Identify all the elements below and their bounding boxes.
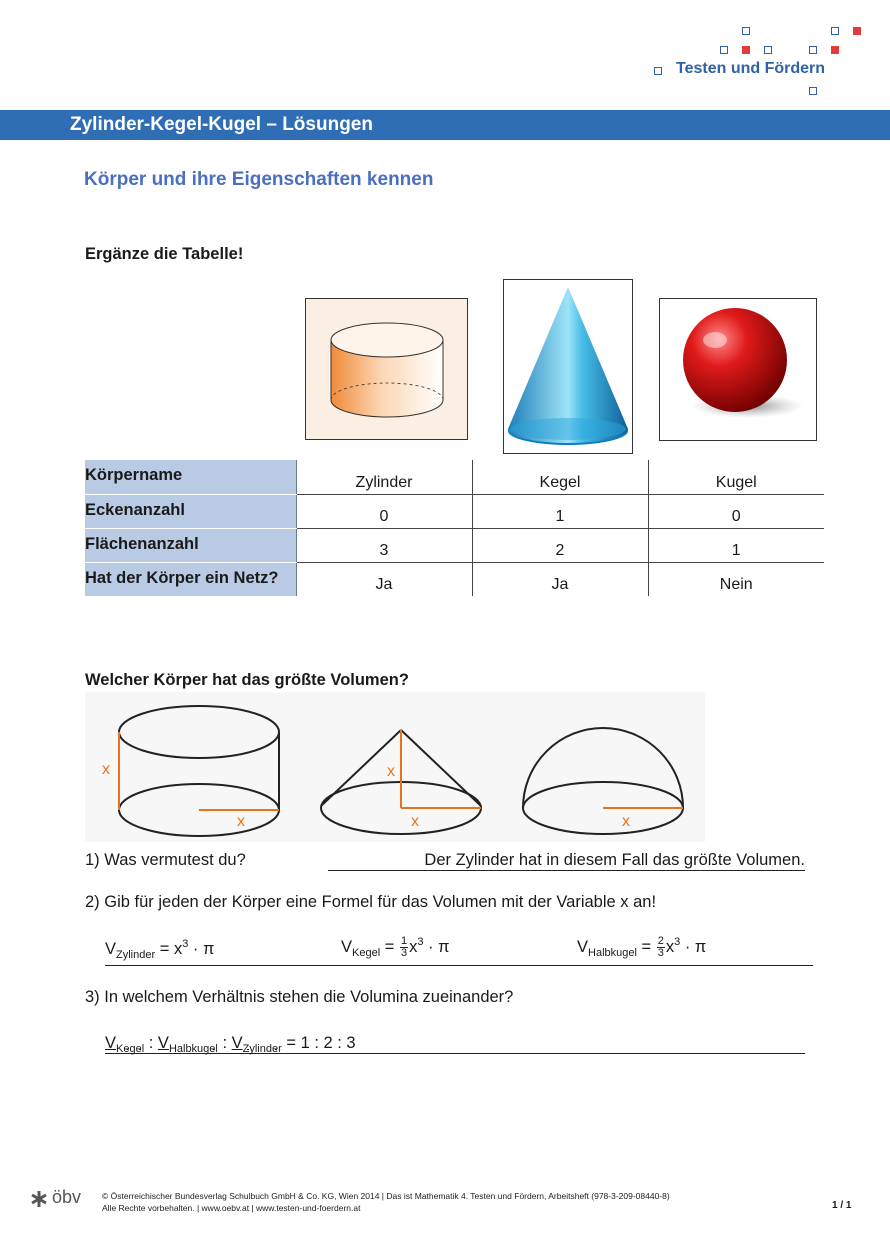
task-largest-volume: Welcher Körper hat das größte Volumen? xyxy=(85,671,409,689)
question-3: 3) In welchem Verhältnis stehen die Volumina zueinander? xyxy=(85,988,514,1006)
footer-copyright: © Österreichischer Bundesverlag Schulbuch GmbH & Co. KG, Wien 2014 | Das ist Mathematik 4. Testen und Fördern, Arbeitsheft (978-3-209-08440-8) Alle Rechte vorbehalten. | www.oebv.at | www.testen-und-foerdern.at xyxy=(102,1191,670,1213)
table-row xyxy=(85,528,824,562)
label-x: x xyxy=(237,813,245,830)
table-row xyxy=(85,562,824,596)
table-cell: 1 xyxy=(472,494,648,528)
row-header: Hat der Körper ein Netz? xyxy=(85,562,296,596)
table-cell: Kugel xyxy=(648,460,824,494)
solids-diagram xyxy=(85,692,705,842)
table-cell: 0 xyxy=(648,494,824,528)
question-2: 2) Gib für jeden der Körper eine Formel für das Volumen mit der Variable x an! xyxy=(85,893,657,911)
answer-1: Der Zylinder hat in diesem Fall das größte Volumen. xyxy=(328,851,805,871)
logo-square xyxy=(742,46,750,54)
sphere-image xyxy=(659,298,817,441)
label-x: x xyxy=(411,813,419,830)
table-cell: Nein xyxy=(719,576,753,593)
logo-square xyxy=(809,46,817,54)
cylinder-image xyxy=(305,298,468,440)
answer-2-line xyxy=(105,964,813,966)
table-cell: 1 xyxy=(648,528,824,562)
table-cell: Zylinder xyxy=(296,460,472,494)
label-x: x xyxy=(387,763,395,780)
table-cell: Ja xyxy=(472,562,648,596)
logo-square xyxy=(809,87,817,95)
page-number: 1 / 1 xyxy=(832,1200,852,1211)
table-cell: Kegel xyxy=(472,460,648,494)
page-title: Zylinder-Kegel-Kugel – Lösungen xyxy=(70,114,373,135)
label-x: x xyxy=(622,813,630,830)
oebv-logo-icon xyxy=(30,1190,48,1208)
table-row xyxy=(85,494,824,528)
properties-table xyxy=(85,460,824,597)
table-cell: 2 xyxy=(472,528,648,562)
logo-square xyxy=(764,46,772,54)
row-header: Flächenanzahl xyxy=(85,528,296,562)
task-complete-table: Ergänze die Tabelle! xyxy=(85,245,244,263)
oebv-logo-text: öbv xyxy=(52,1187,82,1207)
section-title: Körper und ihre Eigenschaften kennen xyxy=(84,169,434,190)
question-1: 1) Was vermutest du? xyxy=(85,851,246,869)
ratio-answer: $V_{Kegel}$ : $V_{Halbkugel}$ : $V_{Zylinder} = 1$ : 2 : 3 xyxy=(105,1034,356,1055)
table-cell: 3 xyxy=(296,528,472,562)
logo-square xyxy=(853,27,861,35)
logo-square xyxy=(831,46,839,54)
logo-square xyxy=(654,67,662,75)
table-row xyxy=(85,460,824,494)
logo-square xyxy=(742,27,750,35)
row-header: Eckenanzahl xyxy=(85,494,296,528)
formula-kegel: $V_{Kegel}$ = $\frac{1}{3}$ $x^3 \cdot \pi$ xyxy=(341,935,450,960)
table-cell: 0 xyxy=(296,494,472,528)
logo-square xyxy=(831,27,839,35)
brand-logo-text: Testen und Fördern xyxy=(676,60,826,77)
label-x: x xyxy=(102,761,110,778)
logo-square xyxy=(720,46,728,54)
table-cell: Ja xyxy=(296,562,472,596)
cone-image xyxy=(503,279,633,454)
formula-zylinder: $V_{Zylinder} = x^3 \cdot \pi$ xyxy=(105,938,215,961)
formula-halbkugel: $V_{Halbkugel}$ = $\frac{2}{3}$ $x^3 \cdot \pi$ xyxy=(577,935,707,960)
row-header: Körpername xyxy=(85,460,296,494)
